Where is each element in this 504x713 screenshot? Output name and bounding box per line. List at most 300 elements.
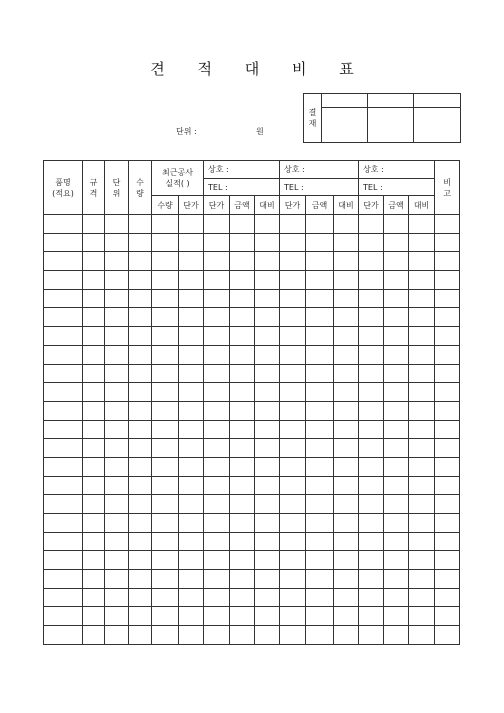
table-cell[interactable] [204,420,230,439]
table-cell[interactable] [435,588,460,607]
table-cell[interactable] [44,308,83,327]
table-cell[interactable] [204,327,230,346]
table-cell[interactable] [409,420,435,439]
table-cell[interactable] [179,345,204,364]
table-cell[interactable] [105,345,129,364]
table-cell[interactable] [359,420,384,439]
table-cell[interactable] [83,401,105,420]
table-cell[interactable] [230,308,255,327]
table-cell[interactable] [334,551,359,570]
table-cell[interactable] [105,439,129,458]
table-cell[interactable] [129,588,152,607]
table-cell[interactable] [280,327,306,346]
table-cell[interactable] [280,551,306,570]
table-cell[interactable] [230,233,255,252]
table-cell[interactable] [152,364,179,383]
table-cell[interactable] [435,607,460,626]
table-cell[interactable] [179,215,204,234]
table-cell[interactable] [255,383,280,402]
table-cell[interactable] [409,588,435,607]
table-cell[interactable] [129,495,152,514]
table-cell[interactable] [44,607,83,626]
table-cell[interactable] [384,345,409,364]
table-cell[interactable] [334,607,359,626]
table-cell[interactable] [306,570,334,589]
table-cell[interactable] [152,345,179,364]
table-cell[interactable] [306,364,334,383]
table-cell[interactable] [129,570,152,589]
table-cell[interactable] [179,570,204,589]
table-cell[interactable] [179,607,204,626]
table-cell[interactable] [306,476,334,495]
table-cell[interactable] [152,289,179,308]
table-cell[interactable] [435,551,460,570]
table-cell[interactable] [105,551,129,570]
table-cell[interactable] [179,252,204,271]
table-cell[interactable] [280,626,306,645]
table-cell[interactable] [129,327,152,346]
table-cell[interactable] [255,495,280,514]
table-cell[interactable] [129,401,152,420]
table-cell[interactable] [152,588,179,607]
table-cell[interactable] [152,570,179,589]
table-cell[interactable] [129,308,152,327]
table-cell[interactable] [435,364,460,383]
table-cell[interactable] [334,476,359,495]
table-cell[interactable] [204,215,230,234]
table-cell[interactable] [409,532,435,551]
table-cell[interactable] [255,626,280,645]
table-cell[interactable] [306,215,334,234]
table-cell[interactable] [435,345,460,364]
table-cell[interactable] [306,457,334,476]
table-cell[interactable] [44,439,83,458]
table-cell[interactable] [359,439,384,458]
table-cell[interactable] [83,476,105,495]
approval-sign-cell[interactable] [414,108,461,143]
table-cell[interactable] [409,457,435,476]
table-cell[interactable] [152,514,179,533]
table-cell[interactable] [255,233,280,252]
table-cell[interactable] [359,514,384,533]
table-cell[interactable] [359,607,384,626]
table-cell[interactable] [409,476,435,495]
table-cell[interactable] [255,420,280,439]
table-cell[interactable] [334,345,359,364]
table-cell[interactable] [435,532,460,551]
table-cell[interactable] [435,233,460,252]
table-cell[interactable] [204,271,230,290]
table-cell[interactable] [359,364,384,383]
table-cell[interactable] [280,364,306,383]
table-cell[interactable] [409,607,435,626]
table-cell[interactable] [152,215,179,234]
table-cell[interactable] [255,308,280,327]
table-cell[interactable] [280,457,306,476]
table-cell[interactable] [83,514,105,533]
table-cell[interactable] [129,233,152,252]
table-cell[interactable] [359,289,384,308]
table-cell[interactable] [334,327,359,346]
table-cell[interactable] [44,476,83,495]
table-cell[interactable] [280,514,306,533]
table-cell[interactable] [359,308,384,327]
table-cell[interactable] [44,570,83,589]
table-cell[interactable] [359,271,384,290]
table-cell[interactable] [359,215,384,234]
table-cell[interactable] [255,252,280,271]
table-cell[interactable] [230,252,255,271]
table-cell[interactable] [280,532,306,551]
table-cell[interactable] [105,401,129,420]
table-cell[interactable] [83,420,105,439]
table-cell[interactable] [306,252,334,271]
table-cell[interactable] [255,401,280,420]
table-cell[interactable] [44,327,83,346]
table-cell[interactable] [129,457,152,476]
table-cell[interactable] [152,457,179,476]
table-cell[interactable] [334,364,359,383]
table-cell[interactable] [384,532,409,551]
table-cell[interactable] [435,215,460,234]
table-cell[interactable] [179,532,204,551]
table-cell[interactable] [44,401,83,420]
table-cell[interactable] [129,383,152,402]
table-cell[interactable] [204,532,230,551]
table-cell[interactable] [44,457,83,476]
table-cell[interactable] [152,532,179,551]
table-cell[interactable] [384,233,409,252]
table-cell[interactable] [384,626,409,645]
table-cell[interactable] [255,588,280,607]
table-cell[interactable] [152,252,179,271]
table-cell[interactable] [435,420,460,439]
table-cell[interactable] [230,570,255,589]
table-cell[interactable] [384,289,409,308]
table-cell[interactable] [105,514,129,533]
table-cell[interactable] [435,476,460,495]
table-cell[interactable] [435,252,460,271]
table-cell[interactable] [334,308,359,327]
table-cell[interactable] [230,514,255,533]
table-cell[interactable] [230,364,255,383]
table-cell[interactable] [105,364,129,383]
table-cell[interactable] [255,327,280,346]
table-cell[interactable] [152,495,179,514]
table-cell[interactable] [409,439,435,458]
table-cell[interactable] [230,420,255,439]
table-cell[interactable] [129,439,152,458]
table-cell[interactable] [435,457,460,476]
table-cell[interactable] [280,289,306,308]
table-cell[interactable] [384,514,409,533]
table-cell[interactable] [384,476,409,495]
table-cell[interactable] [435,439,460,458]
table-cell[interactable] [359,476,384,495]
table-cell[interactable] [334,570,359,589]
table-cell[interactable] [83,271,105,290]
table-cell[interactable] [435,271,460,290]
table-cell[interactable] [230,271,255,290]
table-cell[interactable] [105,308,129,327]
table-cell[interactable] [83,551,105,570]
table-cell[interactable] [409,308,435,327]
table-cell[interactable] [179,289,204,308]
table-cell[interactable] [83,532,105,551]
table-cell[interactable] [230,215,255,234]
table-cell[interactable] [255,457,280,476]
table-cell[interactable] [179,626,204,645]
table-cell[interactable] [44,551,83,570]
table-cell[interactable] [334,271,359,290]
table-cell[interactable] [280,495,306,514]
table-cell[interactable] [230,532,255,551]
table-cell[interactable] [105,383,129,402]
table-cell[interactable] [44,588,83,607]
table-cell[interactable] [334,401,359,420]
table-cell[interactable] [44,420,83,439]
table-cell[interactable] [435,327,460,346]
table-cell[interactable] [306,383,334,402]
table-cell[interactable] [435,570,460,589]
table-cell[interactable] [129,532,152,551]
table-cell[interactable] [409,289,435,308]
table-cell[interactable] [179,401,204,420]
table-cell[interactable] [83,570,105,589]
table-cell[interactable] [152,271,179,290]
table-cell[interactable] [105,607,129,626]
table-cell[interactable] [384,252,409,271]
table-cell[interactable] [306,588,334,607]
table-cell[interactable] [105,271,129,290]
table-cell[interactable] [255,476,280,495]
table-cell[interactable] [230,439,255,458]
table-cell[interactable] [409,364,435,383]
table-cell[interactable] [105,289,129,308]
table-cell[interactable] [105,420,129,439]
table-cell[interactable] [255,215,280,234]
table-cell[interactable] [152,401,179,420]
table-cell[interactable] [105,215,129,234]
table-cell[interactable] [204,345,230,364]
table-cell[interactable] [255,570,280,589]
table-cell[interactable] [152,476,179,495]
table-cell[interactable] [129,607,152,626]
table-cell[interactable] [306,532,334,551]
table-cell[interactable] [152,383,179,402]
table-cell[interactable] [359,383,384,402]
table-cell[interactable] [230,588,255,607]
table-cell[interactable] [44,345,83,364]
table-cell[interactable] [280,476,306,495]
table-cell[interactable] [179,327,204,346]
table-cell[interactable] [152,308,179,327]
table-cell[interactable] [129,626,152,645]
table-cell[interactable] [334,289,359,308]
table-cell[interactable] [105,233,129,252]
table-cell[interactable] [384,383,409,402]
table-cell[interactable] [129,345,152,364]
table-cell[interactable] [359,588,384,607]
table-cell[interactable] [204,383,230,402]
table-cell[interactable] [280,215,306,234]
table-cell[interactable] [334,495,359,514]
table-cell[interactable] [306,308,334,327]
table-cell[interactable] [44,383,83,402]
table-cell[interactable] [409,626,435,645]
table-cell[interactable] [83,327,105,346]
table-cell[interactable] [44,252,83,271]
table-cell[interactable] [409,271,435,290]
table-cell[interactable] [152,439,179,458]
table-cell[interactable] [204,252,230,271]
table-cell[interactable] [204,233,230,252]
table-cell[interactable] [255,289,280,308]
table-cell[interactable] [129,271,152,290]
table-cell[interactable] [306,233,334,252]
table-cell[interactable] [384,401,409,420]
table-cell[interactable] [204,626,230,645]
table-cell[interactable] [105,588,129,607]
table-cell[interactable] [44,271,83,290]
table-cell[interactable] [409,401,435,420]
table-cell[interactable] [306,271,334,290]
table-cell[interactable] [83,626,105,645]
table-cell[interactable] [306,289,334,308]
table-cell[interactable] [179,439,204,458]
table-cell[interactable] [129,364,152,383]
table-cell[interactable] [384,420,409,439]
table-cell[interactable] [384,607,409,626]
table-cell[interactable] [44,364,83,383]
table-cell[interactable] [204,514,230,533]
table-cell[interactable] [83,233,105,252]
table-cell[interactable] [152,233,179,252]
table-cell[interactable] [306,626,334,645]
table-cell[interactable] [204,401,230,420]
table-cell[interactable] [334,215,359,234]
table-cell[interactable] [230,476,255,495]
table-cell[interactable] [280,420,306,439]
table-cell[interactable] [230,457,255,476]
table-cell[interactable] [255,364,280,383]
table-cell[interactable] [179,476,204,495]
table-cell[interactable] [409,514,435,533]
table-cell[interactable] [230,626,255,645]
table-cell[interactable] [280,588,306,607]
table-cell[interactable] [280,345,306,364]
table-cell[interactable] [129,289,152,308]
table-cell[interactable] [280,271,306,290]
table-cell[interactable] [179,308,204,327]
table-cell[interactable] [179,271,204,290]
table-cell[interactable] [105,252,129,271]
table-cell[interactable] [334,233,359,252]
table-cell[interactable] [230,383,255,402]
table-cell[interactable] [306,551,334,570]
table-cell[interactable] [334,420,359,439]
table-cell[interactable] [359,327,384,346]
table-cell[interactable] [179,233,204,252]
table-cell[interactable] [306,439,334,458]
table-cell[interactable] [129,476,152,495]
approval-sign-cell[interactable] [368,108,414,143]
table-cell[interactable] [44,532,83,551]
table-cell[interactable] [83,383,105,402]
table-cell[interactable] [83,588,105,607]
table-cell[interactable] [334,252,359,271]
table-cell[interactable] [306,495,334,514]
table-cell[interactable] [384,495,409,514]
table-cell[interactable] [83,289,105,308]
table-cell[interactable] [255,345,280,364]
table-cell[interactable] [179,457,204,476]
table-cell[interactable] [409,551,435,570]
table-cell[interactable] [230,327,255,346]
table-cell[interactable] [204,308,230,327]
table-cell[interactable] [105,626,129,645]
table-cell[interactable] [280,252,306,271]
table-cell[interactable] [334,588,359,607]
table-cell[interactable] [83,308,105,327]
table-cell[interactable] [83,252,105,271]
table-cell[interactable] [44,495,83,514]
table-cell[interactable] [359,345,384,364]
table-cell[interactable] [44,626,83,645]
table-cell[interactable] [129,514,152,533]
table-cell[interactable] [384,364,409,383]
table-cell[interactable] [280,439,306,458]
table-cell[interactable] [105,327,129,346]
table-cell[interactable] [409,570,435,589]
table-cell[interactable] [384,570,409,589]
table-cell[interactable] [105,532,129,551]
table-cell[interactable] [359,457,384,476]
table-cell[interactable] [384,588,409,607]
table-cell[interactable] [105,476,129,495]
table-cell[interactable] [129,420,152,439]
table-cell[interactable] [334,514,359,533]
table-cell[interactable] [83,345,105,364]
table-cell[interactable] [230,607,255,626]
table-cell[interactable] [129,252,152,271]
table-cell[interactable] [179,514,204,533]
table-cell[interactable] [435,495,460,514]
table-cell[interactable] [44,289,83,308]
table-cell[interactable] [230,289,255,308]
table-cell[interactable] [435,383,460,402]
table-cell[interactable] [384,439,409,458]
table-cell[interactable] [204,439,230,458]
table-cell[interactable] [152,626,179,645]
table-cell[interactable] [334,383,359,402]
table-cell[interactable] [334,457,359,476]
table-cell[interactable] [409,327,435,346]
table-cell[interactable] [280,308,306,327]
table-cell[interactable] [409,495,435,514]
table-cell[interactable] [334,532,359,551]
table-cell[interactable] [359,570,384,589]
table-cell[interactable] [105,495,129,514]
table-cell[interactable] [435,514,460,533]
table-cell[interactable] [179,588,204,607]
table-cell[interactable] [280,383,306,402]
table-cell[interactable] [334,439,359,458]
table-cell[interactable] [105,457,129,476]
table-cell[interactable] [83,215,105,234]
table-cell[interactable] [44,233,83,252]
table-cell[interactable] [44,215,83,234]
